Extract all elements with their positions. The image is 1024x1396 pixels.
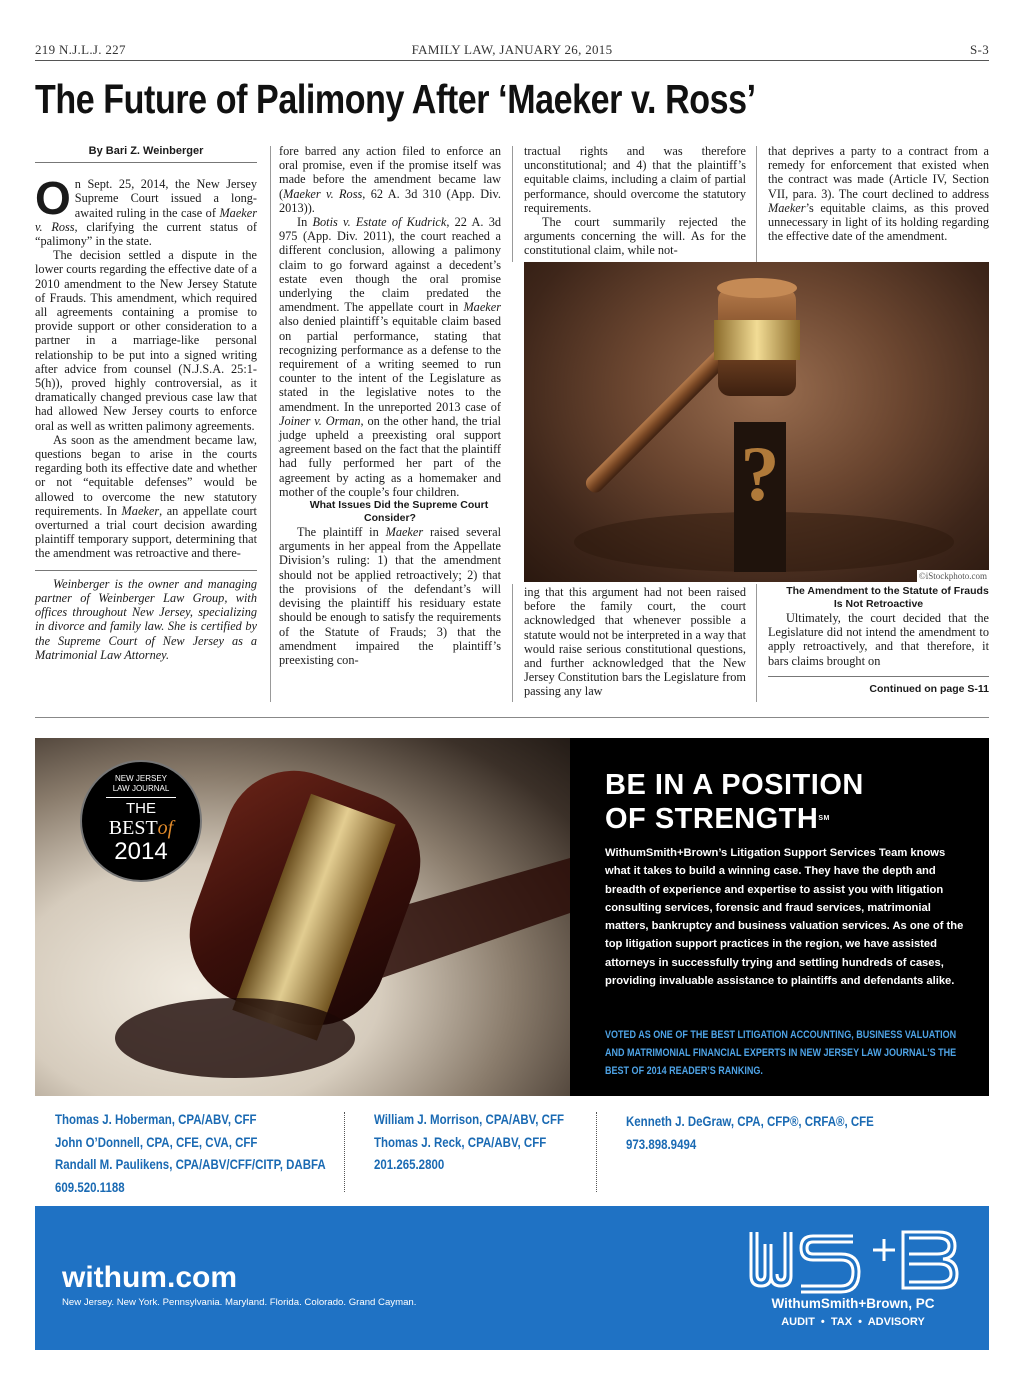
paragraph: tractual rights and was therefore unconstitutional; and 4) that the plaintiff’s equitable claims, including a claim of partial performance, should overcome the statutory requirements. [524, 144, 746, 215]
byline: By Bari Z. Weinberger [88, 145, 204, 157]
ad-title: BE IN A POSITION OF STRENGTH℠ [605, 769, 864, 835]
drop-cap: O [35, 172, 71, 225]
paragraph: ing that this argument had not been raised before the family court, the court acknowledged that whenever possible a statute would not be interpreted in a way that would raise serious constitutional questions, and further acknowledged that the New Jersey Constitution bars the Legislature from passing any law [524, 585, 746, 699]
ad-copy-panel [570, 738, 989, 1096]
contact-list-3: Kenneth J. DeGraw, CPA, CFP®, CRFA®, CFE 973.898.9494 [626, 1113, 874, 1152]
article-column-3-bottom [524, 585, 746, 699]
author-bio: Weinberger is the owner and managing partner of Weinberger Law Group, with offices throughout New Jersey, specializing in divorce and family law. She is certified by the Supreme Court of New Jersey as a Matrimonial Law Attorney. [35, 576, 257, 662]
column-divider [512, 146, 513, 262]
page-number: S-3 [970, 42, 989, 57]
gavel-icon [524, 262, 989, 582]
section-subhead: The Amendment to the Statute of Frauds Is Not Retroactive [786, 585, 989, 610]
paragraph: that deprives a party to a contract from a remedy for enforcement that existed when the contract was made (Article IV, Section VII, para. 3). The court declined to address Maeker’s equitable claims, as this proved unnecessary in light of its holding regarding the effective date of the amendment. [768, 144, 989, 244]
continued-link[interactable]: Continued on page S-11 [869, 682, 989, 695]
column-divider [270, 146, 271, 702]
paragraph: The decision settled a dispute in the lower courts regarding the effective date of a 2010 amendment to the New Jersey Statute of Frauds. This amendment, which required all agreements containing a promise to provide support or other consideration to a partner in a marriage-like personal relationship to be put into a signed writing after advice from counsel (N.J.S.A. 25:1-5(h)), proved highly controversial, as it dramatically changed previous case law that had allowed New Jersey courts to enforce oral as well as written palimony agreements. [35, 248, 257, 433]
column-divider [756, 146, 757, 262]
paragraph: fore barred any action filed to enforce an oral promise, even if the promise itself was made before the amendment became law (Maeker v. Ross, 62 A. 3d 310 (App. Div. 2013)). [279, 144, 501, 215]
article-column-1 [35, 144, 257, 662]
svg-text:?: ? [740, 430, 780, 517]
column-divider [512, 584, 513, 702]
wsb-logo-icon [743, 1224, 963, 1296]
article-headline: The Future of Palimony After ‘Maeker v. Ross’ [35, 76, 756, 122]
website-link[interactable]: withum.com [62, 1261, 238, 1294]
column-divider [756, 584, 757, 702]
photo-credit: ©iStockphoto.com [918, 571, 987, 581]
contact-divider [344, 1112, 345, 1192]
contact-list-1: Thomas J. Hoberman, CPA/ABV, CFF John O’Donnell, CPA, CFE, CVA, CFF Randall M. Paulikens, CPA/ABV/CFF/CITP, DABFA 609.520.1188 [55, 1111, 326, 1195]
gavel-question-photo [524, 262, 989, 582]
firm-name: WithumSmith+Brown, PC [771, 1296, 935, 1311]
withum-footer-bar [35, 1206, 989, 1350]
bio-rule [35, 570, 257, 571]
best-of-2014-badge: NEW JERSEY LAW JOURNAL THE BESTof 2014 [80, 760, 202, 882]
contact-divider [596, 1112, 597, 1192]
page-folio-left: 219 N.J.L.J. 227 [35, 42, 126, 57]
section-subhead: What Issues Did the Supreme Court Consider? [309, 499, 489, 525]
office-locations: New Jersey. New York. Pennsylvania. Maryland. Florida. Colorado. Grand Cayman. [62, 1297, 417, 1308]
gavel-ad-image [35, 738, 570, 1096]
header-rule [35, 60, 989, 61]
article-bottom-rule [35, 717, 989, 718]
paragraph: The court summarily rejected the arguments concerning the will. As for the constitutional claim, while not- [524, 215, 746, 258]
lead-paragraph: On Sept. 25, 2014, the New Jersey Supreme Court issued a long-awaited ruling in the case of Maeker v. Ross, clarifying the current status of “palimony” in the state. [35, 172, 257, 249]
byline-rule [35, 162, 257, 163]
ad-award-statement: VOTED AS ONE OF THE BEST LITIGATION ACCOUNTING, BUSINESS VALUATION AND MATRIMONIAL FINANCIAL EXPERTS IN NEW JERSEY LAW JOURNAL’S THE BEST OF 2014 READER’S RANKING. [605, 1029, 957, 1077]
continued-rule [768, 676, 989, 677]
paragraph: Ultimately, the court decided that the Legislature did not intend the amendment to apply retroactively, and that therefore, it bars claims brought on [768, 611, 989, 668]
ad-body-copy: WithumSmith+Brown’s Litigation Support Services Team knows what it takes to build a winning case. They have the depth and breadth of experience and expertise to assist you with litigation consulting services, forensic and fraud services, matrimonial matters, bankruptcy and business valuation services. As one of the top litigation support practices in the region, we have assisted attorneys in successfully trying and settling hundreds of cases, providing invaluable assistance to plaintiffs and defendants alike. [605, 847, 964, 988]
contact-list-2: William J. Morrison, CPA/ABV, CFF Thomas J. Reck, CPA/ABV, CFF 201.265.2800 [374, 1111, 564, 1172]
section-date: FAMILY LAW, JANUARY 26, 2015 [411, 42, 613, 57]
article-column-3-top [524, 144, 746, 258]
article-column-2 [279, 144, 501, 667]
firm-services: AUDIT • TAX • ADVISORY [781, 1316, 925, 1328]
article-column-4-bottom [768, 585, 989, 696]
paragraph: In Botis v. Estate of Kudrick, 22 A. 3d 975 (App. Div. 2011), the court reached a different conclusion, allowing a palimony claim to go forward against a decedent’s estate even though the oral promise underlying the claim predated the amendment. The appellate court in Maeker also denied plaintiff’s equitable claim based on partial performance, stating that recognizing performance as a defense to the requirement of a writing seemed to run counter to the intent of the Legislature as stated in the legislative notes to the amendment. In the unreported 2013 case of Joiner v. Orman, on the other hand, the trial judge upheld a preexisting oral support agreement based on the fact that the plaintiff had fully performed her part of the agreement by acting as a homemaker and mother of the couple’s four children. [279, 215, 501, 499]
paragraph: As soon as the amendment became law, questions began to arise in the courts regarding both its effective date and whether or not “equitable defenses” would be allowed to overcome the new statutory requirements. In Maeker, an appellate court overturned a trial court decision awarding plaintiff temporary support, determining that the amendment was retroactive and there- [35, 432, 257, 561]
paragraph: The plaintiff in Maeker raised several arguments in her appeal from the Appellate Division’s ruling: 1) that the amendment should not be applied retroactively; 2) that the provisions of the defendant’s will devising the plaintiff his residuary estate should be enough to satisfy the requirements of the Statute of Frauds; 3) that the amendment impaired the plaintiff’s preexisting con- [279, 525, 501, 667]
article-column-4-top [768, 144, 989, 243]
